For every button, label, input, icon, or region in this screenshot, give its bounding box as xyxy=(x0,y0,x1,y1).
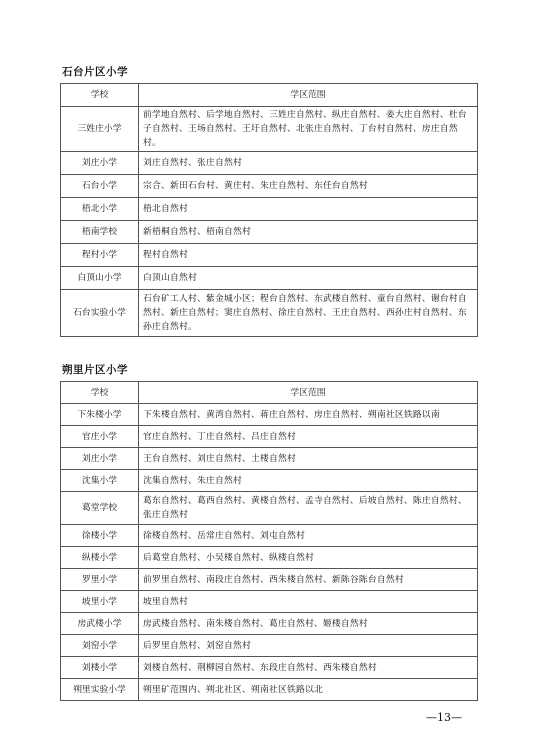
school-area: 白顶山自然村 xyxy=(139,267,478,290)
school-name: 梧北小学 xyxy=(61,198,139,221)
table-row xyxy=(61,525,478,547)
school-name: 徐楼小学 xyxy=(61,525,139,547)
school-area: 刘楼自然村、荆柳园自然村、东段庄自然村、西朱楼自然村 xyxy=(139,657,478,679)
school-area: 王台自然村、刘庄自然村、土楼自然村 xyxy=(139,448,478,470)
school-name: 三姓庄小学 xyxy=(61,107,139,152)
school-name: 沈集小学 xyxy=(61,470,139,492)
table-row xyxy=(61,470,478,492)
table-row xyxy=(61,221,478,244)
table-row xyxy=(61,244,478,267)
table-row xyxy=(61,679,478,701)
header-school: 学校 xyxy=(61,382,139,404)
school-name: 刘楼小学 xyxy=(61,657,139,679)
shuoli-school-table xyxy=(60,381,478,701)
header-school: 学校 xyxy=(61,84,139,107)
school-name: 下朱楼小学 xyxy=(61,404,139,426)
school-name: 朔里实验小学 xyxy=(61,679,139,701)
school-area: 前学地自然村、后学地自然村、三姓庄自然村、纵庄自然村、姜大庄自然村、杜台子自然村、王场自然村、王圩自然村、北张庄自然村、丁台村自然村、房庄自然村。 xyxy=(139,107,478,152)
page-number: —13— xyxy=(426,711,462,724)
school-area: 刘庄自然村、张庄自然村 xyxy=(139,152,478,175)
table-row xyxy=(61,404,478,426)
table-row xyxy=(61,635,478,657)
table-row xyxy=(61,591,478,613)
school-area: 后葛堂自然村、小吴楼自然村、纵楼自然村 xyxy=(139,547,478,569)
section-title-shuoli: 朔里片区小学 xyxy=(62,364,128,376)
table-row xyxy=(61,267,478,290)
school-area: 梧北自然村 xyxy=(139,198,478,221)
shitai-school-table xyxy=(60,83,478,337)
school-name: 刘庄小学 xyxy=(61,152,139,175)
table-row xyxy=(61,613,478,635)
school-area: 徐楼自然村、岳常庄自然村、刘屯自然村 xyxy=(139,525,478,547)
school-area: 后罗里自然村、刘窑自然村 xyxy=(139,635,478,657)
table-row xyxy=(61,448,478,470)
school-area: 葛东自然村、葛西自然村、黄楼自然村、孟寺自然村、后坡自然村、陈庄自然村、张庄自然村 xyxy=(139,492,478,525)
school-area: 沈集自然村、朱庄自然村 xyxy=(139,470,478,492)
school-name: 白顶山小学 xyxy=(61,267,139,290)
school-area: 坡里自然村 xyxy=(139,591,478,613)
table-row xyxy=(61,426,478,448)
school-name: 石台小学 xyxy=(61,175,139,198)
school-name: 官庄小学 xyxy=(61,426,139,448)
table-row xyxy=(61,198,478,221)
table-row xyxy=(61,152,478,175)
school-name: 程村小学 xyxy=(61,244,139,267)
school-name: 纵楼小学 xyxy=(61,547,139,569)
school-area: 朔里矿范围内、朔北社区、朔南社区铁路以北 xyxy=(139,679,478,701)
table-header-row xyxy=(61,382,478,404)
school-area: 新梧桐自然村、梧南自然村 xyxy=(139,221,478,244)
header-area: 学区范围 xyxy=(139,84,478,107)
school-name: 梧南学校 xyxy=(61,221,139,244)
school-name: 刘庄小学 xyxy=(61,448,139,470)
school-area: 前罗里自然村、南段庄自然村、西朱楼自然村、新陈谷陈台自然村 xyxy=(139,569,478,591)
school-name: 刘窑小学 xyxy=(61,635,139,657)
table-row xyxy=(61,290,478,337)
school-area: 宗合、新田石台村、黄庄村、朱庄自然村、东任台自然村 xyxy=(139,175,478,198)
school-name: 葛堂学校 xyxy=(61,492,139,525)
section-title-shitai: 石台片区小学 xyxy=(62,66,128,78)
table-header-row xyxy=(61,84,478,107)
table-row xyxy=(61,492,478,525)
school-area: 程村自然村 xyxy=(139,244,478,267)
table-row xyxy=(61,547,478,569)
school-name: 坡里小学 xyxy=(61,591,139,613)
table-row xyxy=(61,657,478,679)
table-row xyxy=(61,569,478,591)
school-name: 房武楼小学 xyxy=(61,613,139,635)
school-area: 石台矿工人村、紫金城小区；程台自然村、东武楼自然村、童台自然村、谢台村自然村、新庄自然村；窦庄自然村、徐庄自然村、王庄自然村、西孙庄村自然村、东孙庄自然村。 xyxy=(139,290,478,337)
table-row xyxy=(61,107,478,152)
table-row xyxy=(61,175,478,198)
header-area: 学区范围 xyxy=(139,382,478,404)
school-area: 官庄自然村、丁庄自然村、吕庄自然村 xyxy=(139,426,478,448)
school-name: 石台实验小学 xyxy=(61,290,139,337)
school-area: 房武楼自然村、南朱楼自然村、葛庄自然村、姬楼自然村 xyxy=(139,613,478,635)
school-name: 罗里小学 xyxy=(61,569,139,591)
school-area: 下朱楼自然村、黄湾自然村、蒋庄自然村、房庄自然村、朔南社区铁路以南 xyxy=(139,404,478,426)
